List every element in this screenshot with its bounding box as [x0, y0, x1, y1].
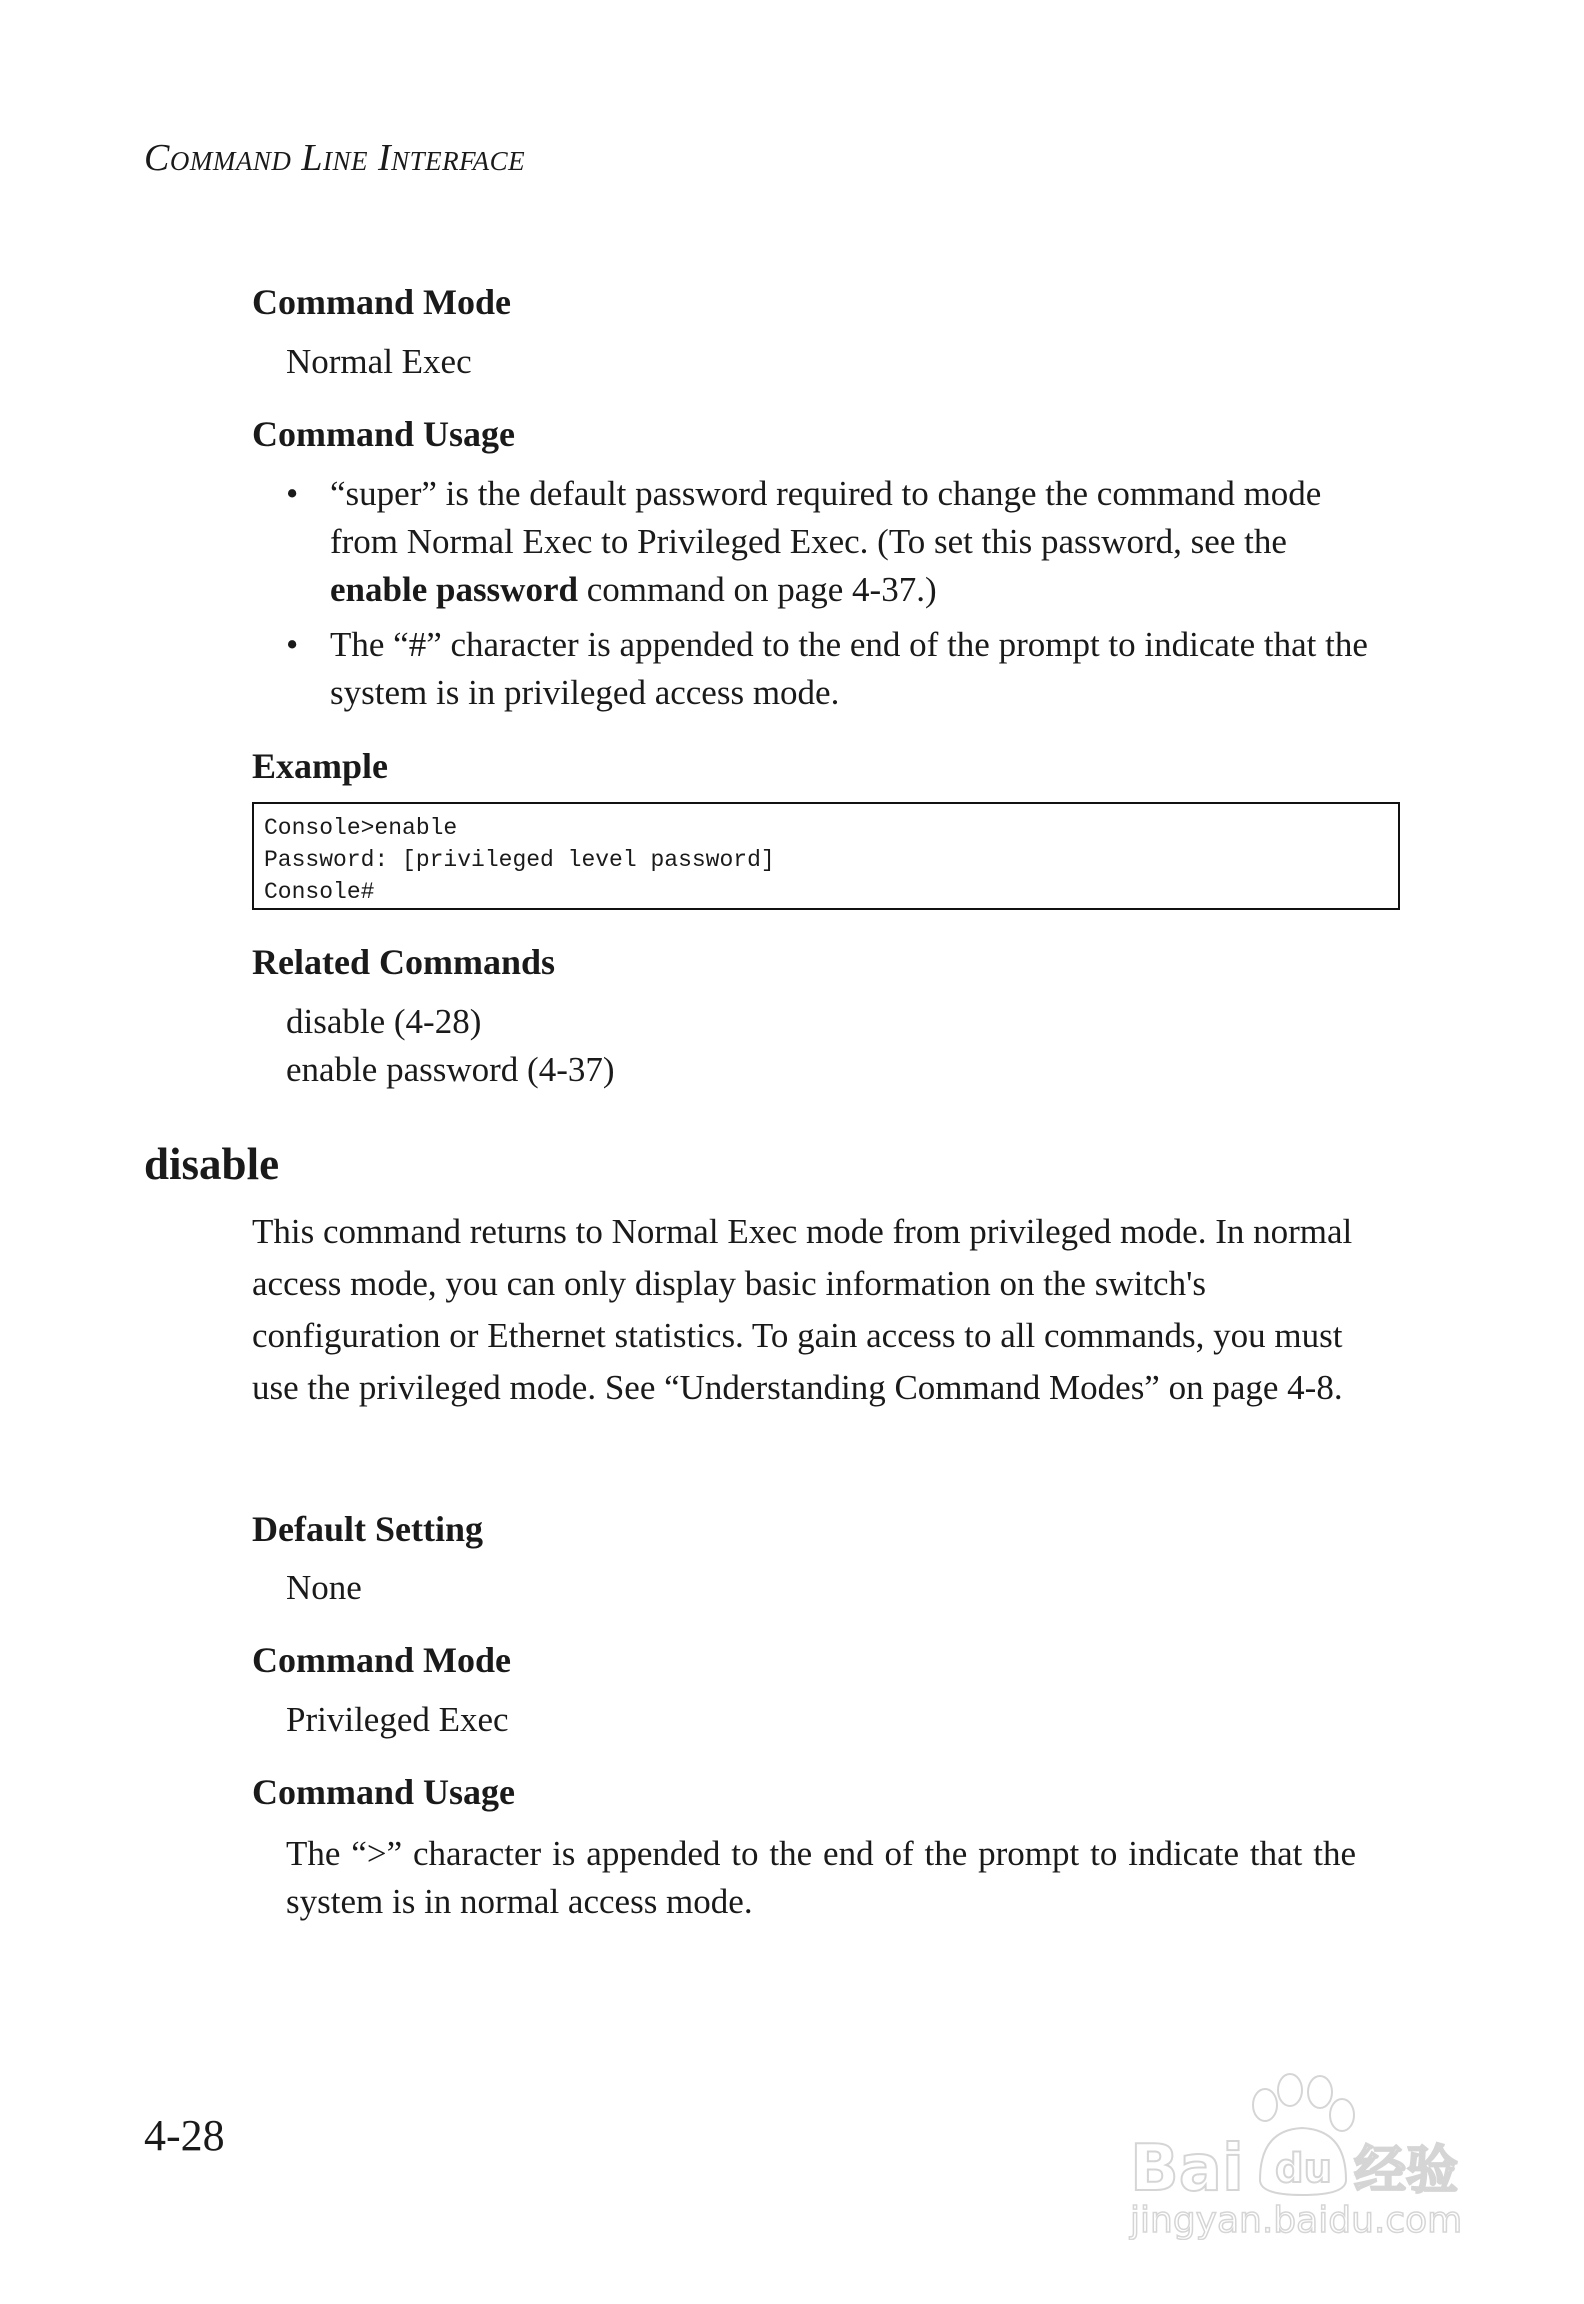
- command-mode-heading: Command Mode: [252, 1640, 511, 1680]
- svg-text:du: du: [1275, 2146, 1333, 2192]
- related-command: disable (4-28): [286, 1002, 482, 1041]
- command-usage-text: The “>” character is appended to the end of the prompt to indicate that the system is in normal access mode.: [286, 1834, 1356, 1921]
- section-title-disable: disable: [144, 1139, 280, 1189]
- command-usage-heading: Command Usage: [252, 414, 516, 454]
- related-command: enable password (4-37): [286, 1050, 615, 1089]
- usage-bullet-2: [286, 621, 1386, 717]
- bullet-icon: •: [286, 474, 299, 513]
- bullet-text: command on page 4-37.): [577, 570, 937, 609]
- bullet-text: The “#” character is appended to the end of the prompt to indicate that the system is in privileged access mode.: [330, 625, 1368, 712]
- svg-text:Bai: Bai: [1130, 2132, 1244, 2206]
- usage-bullet-1: [286, 470, 1386, 614]
- command-link-enable-password: enable password: [330, 570, 578, 609]
- svg-text:经验: 经验: [1354, 2141, 1459, 2201]
- default-setting-value: None: [286, 1568, 362, 1607]
- command-usage-heading: Command Usage: [252, 1772, 516, 1812]
- default-setting-heading: Default Setting: [252, 1509, 483, 1549]
- baidu-watermark-logo: [1120, 2060, 1500, 2240]
- running-header: Command Line Interface: [144, 137, 526, 179]
- bullet-text: “super” is the default password required to change the command mode from Normal Exec to Privileged Exec. (To set this password, see the: [330, 474, 1322, 561]
- example-heading: Example: [252, 746, 389, 786]
- command-mode-heading: Command Mode: [252, 282, 511, 322]
- code-line: Console>enable: [264, 815, 458, 841]
- command-mode-value: Privileged Exec: [286, 1700, 509, 1739]
- svg-text:jingyan.baidu.com: jingyan.baidu.com: [1130, 2200, 1463, 2240]
- code-line: Password: [privileged level password]: [264, 847, 775, 873]
- command-mode-value: Normal Exec: [286, 342, 472, 381]
- example-code-block: [252, 802, 1400, 910]
- bullet-icon: •: [286, 625, 299, 664]
- disable-description: This command returns to Normal Exec mode from privileged mode. In normal access mode, you can only display basic information on the switch's configuration or Ethernet statistics. To gain access to all commands, you must use the privileged mode. See “Understanding Command Modes” on page 4-8.: [252, 1212, 1353, 1407]
- code-line: Console#: [264, 879, 375, 905]
- related-commands-heading: Related Commands: [252, 942, 555, 982]
- page-number: 4-28: [144, 2111, 225, 2160]
